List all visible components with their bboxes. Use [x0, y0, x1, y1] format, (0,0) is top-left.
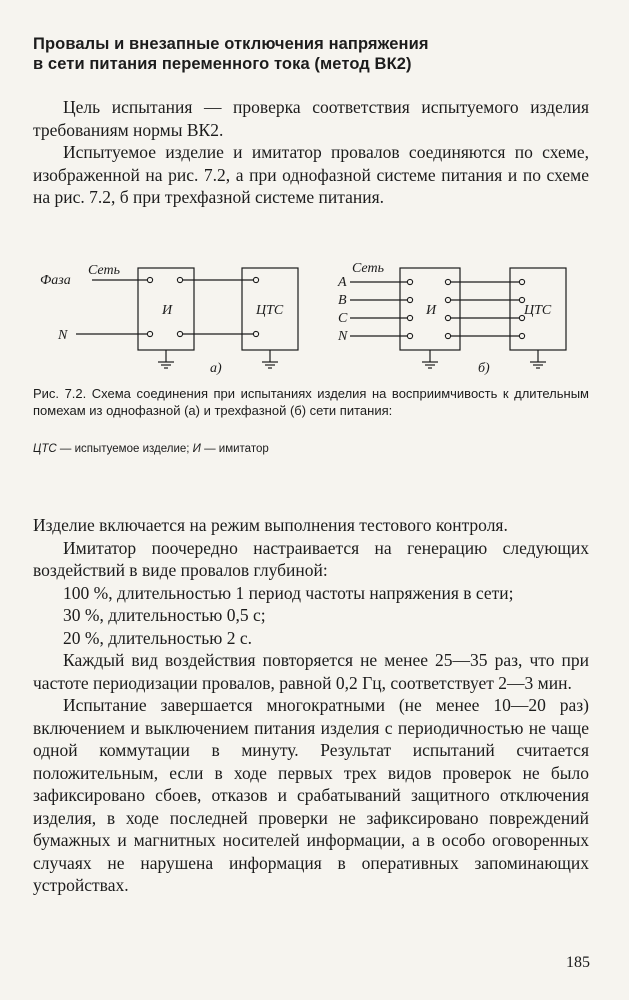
- body-text: [33, 514, 589, 897]
- figure-caption: Рис. 7.2. Схема соединения при испытаниях изделия на восприимчивость к длительным помехам из однофазной (а) и трехфазной (б) сети питания:: [33, 386, 589, 418]
- imitator-label-b: И: [426, 303, 437, 318]
- phase-label-b-3: C: [338, 311, 348, 326]
- body-paragraph: 20 %, длительностью 2 с.: [63, 627, 252, 648]
- body-paragraph: Изделие включается на режим выполнения тестового контроля.: [33, 515, 508, 535]
- neutral-label-a: N: [58, 328, 68, 343]
- wiring-figure: [30, 258, 610, 380]
- sub-label-b: б): [478, 361, 490, 376]
- wiring-diagram: [30, 258, 610, 380]
- body-paragraph: Имитатор поочередно настраивается на генерацию следующих воздействий в виде провалов глубиной:: [33, 537, 589, 580]
- network-label-a: Сеть: [88, 263, 120, 278]
- imitator-label-a: И: [162, 303, 173, 318]
- sub-label-a: а): [210, 361, 222, 376]
- intro-text: [33, 96, 589, 209]
- phase-label-b-4: N: [338, 329, 348, 344]
- section-title-line-2: в сети питания переменного тока (метод ВК2): [33, 55, 412, 73]
- page-number: 185: [566, 954, 590, 971]
- intro-paragraph: Цель испытания — проверка соответствия испытуемого изделия требованиям нормы ВК2.: [33, 97, 589, 140]
- network-label-b: Сеть: [352, 261, 384, 276]
- phase-label-b-2: B: [338, 293, 347, 308]
- body-paragraph: Испытание завершается многократными (не менее 10—20 раз) включением и выключением питания изделия с периодичностью не чаще одной коммутации в минуту. Результат испытаний считается положительным, если в ходе первых трех видов проверок не было зафиксировано сбоев, отказов и срабатываний защитного отключения изделия, в ходе последней проверки не зафиксировано повреждений бумажных и магнитных носителей информации, а в особо оговоренных случаях не нарушена информация в оперативных запоминающих устройствах.: [33, 695, 589, 895]
- body-paragraph: Каждый вид воздействия повторяется не менее 25—35 раз, что при частоте периодизации провалов, равной 0,2 Гц, соответствует 2—3 мин.: [33, 650, 589, 693]
- phase-label-b-1: A: [338, 275, 347, 290]
- phase-label-a: Фаза: [40, 273, 71, 288]
- figure-legend: [33, 442, 589, 456]
- section-heading: [33, 34, 593, 74]
- body-paragraph: 100 %, длительностью 1 период частоты напряжения в сети;: [63, 582, 514, 603]
- legend-abbr-device: ЦТС: [33, 443, 57, 455]
- legend-abbr-imitator: И: [192, 443, 201, 455]
- device-label-a: ЦТС: [256, 303, 284, 318]
- legend-text-imitator: — имитатор: [200, 443, 269, 455]
- legend-text-device: — испытуемое изделие;: [56, 443, 193, 455]
- body-paragraph: 30 %, длительностью 0,5 с;: [63, 605, 266, 625]
- intro-paragraph: Испытуемое изделие и имитатор провалов соединяются по схеме, изображенной на рис. 7.2, а при однофазной системе питания и по схеме на рис. 7.2, б при трехфазной системе питания.: [33, 142, 589, 207]
- section-title-line-1: Провалы и внезапные отключения напряжения: [33, 35, 429, 53]
- device-label-b: ЦТС: [524, 303, 552, 318]
